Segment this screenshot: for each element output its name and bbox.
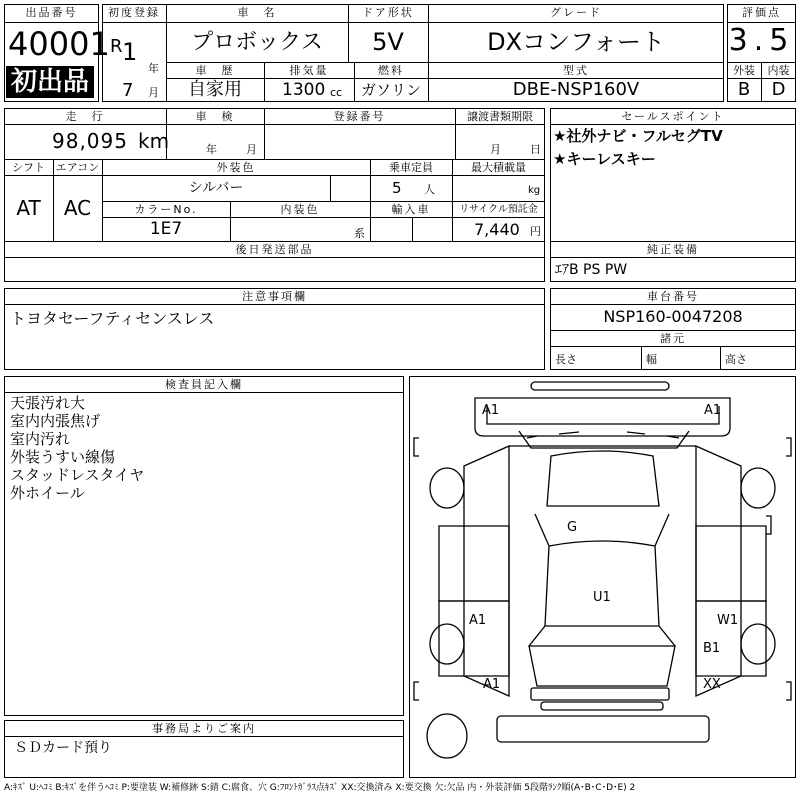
transfer-label: 譲渡書類期限 <box>467 110 533 123</box>
name-label: 車 名 <box>237 6 277 19</box>
color-label: 外装色 <box>216 161 256 174</box>
interior-grade: D <box>771 79 786 100</box>
car-diagram-drawing <box>409 376 796 778</box>
inspector-line-6: 外ホイール <box>10 484 85 502</box>
mark-hood: G <box>567 520 578 535</box>
mark-rear-quarter-right: B1 <box>703 641 721 656</box>
inspector-label: 検査員記入欄 <box>165 378 243 391</box>
length-label: 長さ <box>555 353 577 366</box>
history-label: 車 歴 <box>195 64 235 77</box>
door-value: 5V <box>372 28 404 56</box>
color-no-label: カラーNo. <box>134 203 198 216</box>
load-label: 最大積載量 <box>471 161 526 174</box>
score-value: 3.5 <box>728 23 795 58</box>
fuel-label: 燃料 <box>378 64 404 77</box>
exterior-label: 外装 <box>733 64 755 77</box>
mark-rear-right: XX <box>703 677 721 692</box>
office-value: ＳＤカード預り <box>14 740 112 756</box>
inspection-label: 車 検 <box>195 110 235 123</box>
first-listing-badge: 初出品 <box>6 66 94 98</box>
mark-rear-door-right: W1 <box>717 613 739 628</box>
capacity-unit: 人 <box>424 183 435 196</box>
exterior-grade: B <box>737 79 751 100</box>
capacity-value: 5 <box>392 179 402 197</box>
model-value: DBE-NSP160V <box>512 79 640 100</box>
sales-points-label: セールスポイント <box>621 110 725 123</box>
mark-roof: U1 <box>593 590 611 605</box>
notes-label: 注意事項欄 <box>242 290 307 303</box>
inspector-line-3: 室内汚れ <box>10 430 71 448</box>
reg-month: 7 <box>122 80 134 101</box>
lot-label: 出品番号 <box>25 6 78 19</box>
inspector-line-5: スタッドレスタイヤ <box>10 466 145 484</box>
interior-label: 内装 <box>767 64 790 77</box>
equipment-label: 純正装備 <box>647 243 699 256</box>
chassis-label: 車台番号 <box>647 290 699 303</box>
inspector-line-4: 外装うすい線傷 <box>10 448 116 466</box>
mark-front-left: A1 <box>482 403 500 418</box>
ac-value: AC <box>63 196 92 220</box>
mileage-value: 98,095 <box>52 129 128 153</box>
car-name: プロボックス <box>191 30 323 55</box>
displacement-label: 排気量 <box>289 64 329 77</box>
recycle-unit: 円 <box>530 225 541 238</box>
reg-year: 1 <box>122 38 138 66</box>
mileage-label: 走 行 <box>65 110 105 123</box>
office-label: 事務局よりご案内 <box>152 722 256 735</box>
reg-era: R <box>110 36 123 57</box>
mark-front-right: A1 <box>704 403 722 418</box>
transfer-day-unit: 日 <box>530 143 541 156</box>
inspector-line-1: 天張汚れ大 <box>10 394 86 412</box>
door-label: ドア形状 <box>362 6 414 19</box>
lot-number: 40001 <box>8 25 110 63</box>
color-no-value: 1E7 <box>149 219 183 239</box>
grade-value: DXコンフォート <box>487 28 665 56</box>
width-label: 幅 <box>646 353 657 366</box>
chassis-number: NSP160-0047208 <box>603 307 743 326</box>
inspector-line-2: 室内内張焦げ <box>10 412 101 430</box>
displacement-value: 1300 <box>282 80 326 100</box>
mark-rear-left: A1 <box>483 677 501 692</box>
mark-rear-door-left: A1 <box>469 613 487 628</box>
transfer-month-unit: 月 <box>490 143 501 156</box>
height-label: 高さ <box>725 353 747 366</box>
plate-label: 登録番号 <box>333 110 386 123</box>
notes-value: トヨタセーフティセンスレス <box>10 309 215 328</box>
ac-label: エアコン <box>55 161 100 174</box>
dims-label: 諸元 <box>660 332 686 345</box>
capacity-label: 乗車定員 <box>389 161 433 174</box>
recycle-label: リサイクル預託金 <box>459 204 538 215</box>
score-label: 評価点 <box>742 6 781 19</box>
legend: A:ｷｽﾞ U:ﾍｺﾐ B:ｷｽﾞを伴うﾍｺﾐ P:要塗装 W:補修跡 S:錆 C:腐食、穴 G:ﾌﾛﾝﾄｶﾞﾗｽ点ｷｽﾞ XX:交換済み X:要交換 欠:欠品 内・外装評価 5段階ﾗﾝｸ順(A･B･C･D･E) 2 <box>4 783 636 793</box>
recycle-value: 7,440 <box>474 220 520 239</box>
history-value: 自家用 <box>188 79 242 100</box>
interior-color-unit: 系 <box>354 227 365 240</box>
reg-label: 初度登録 <box>108 6 160 19</box>
interior-color-label: 内装色 <box>280 203 320 216</box>
mileage-unit: km <box>138 129 170 153</box>
sales-point-2: ★キーレスキー <box>553 150 656 168</box>
shift-value: AT <box>16 196 41 220</box>
shift-label: シフト <box>12 161 45 174</box>
grade-label: グレード <box>550 6 602 19</box>
fuel-value: ガソリン <box>360 81 421 99</box>
reg-month-unit: 月 <box>148 86 159 99</box>
later-parts-label: 後日発送部品 <box>235 243 314 256</box>
inspection-month-unit: 月 <box>246 143 257 156</box>
equipment-value: ｴｱB PS PW <box>555 262 628 278</box>
reg-year-unit: 年 <box>148 62 159 75</box>
import-label: 輸入車 <box>391 203 431 216</box>
model-label: 型式 <box>563 64 589 77</box>
inspection-year-unit: 年 <box>206 143 217 156</box>
load-unit: kg <box>528 185 541 196</box>
displacement-unit: cc <box>330 86 343 99</box>
sales-point-1: ★社外ナビ・フルセグTV <box>553 127 723 145</box>
color-value: シルバー <box>188 180 244 196</box>
